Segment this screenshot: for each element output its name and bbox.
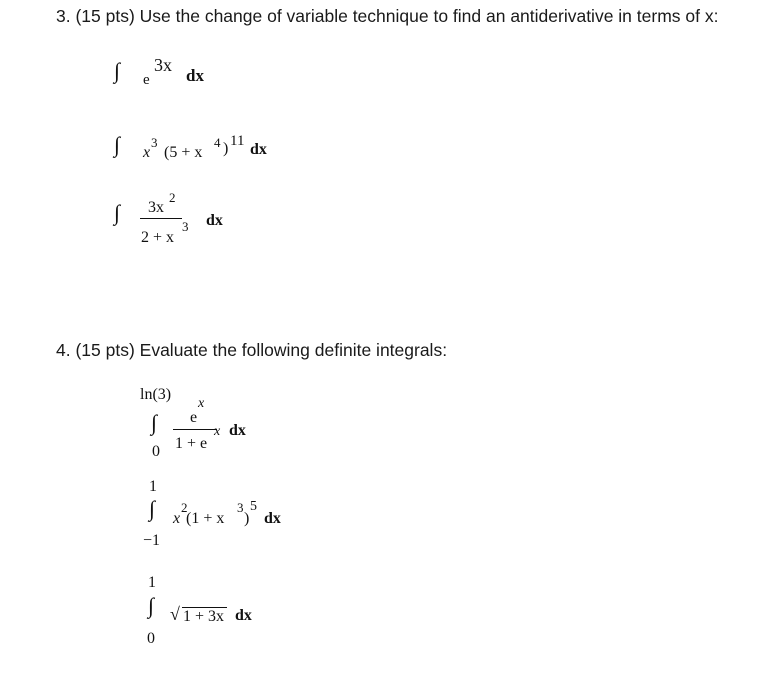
upper-limit: ln(3) — [140, 386, 172, 403]
paren-close: ) — [223, 140, 229, 157]
paren-open: (1 + x — [186, 510, 225, 527]
lower-limit: 0 — [152, 443, 160, 460]
exponent: 3 — [182, 219, 189, 234]
variable-x: x — [143, 144, 151, 161]
dx-label: dx — [229, 422, 246, 439]
dx-label: dx — [186, 66, 204, 85]
lower-limit: −1 — [143, 532, 161, 549]
dx-label: dx — [264, 510, 281, 527]
fraction-numerator: 3x — [148, 199, 164, 216]
exp-base: e — [143, 72, 150, 88]
variable-x: x — [173, 510, 181, 527]
paren-close: ) — [244, 510, 250, 527]
lower-limit: 0 — [147, 630, 155, 647]
integral-sign: ∫ — [151, 410, 158, 435]
exponent: 3 — [151, 135, 158, 150]
exponent: 3x — [154, 55, 172, 75]
fraction-numerator: e — [190, 409, 198, 426]
upper-limit: 1 — [148, 574, 156, 591]
dx-label: dx — [206, 212, 223, 229]
exponent: x — [214, 424, 221, 439]
exponent: 4 — [214, 135, 221, 150]
radicand: 1 + 3x — [183, 608, 225, 625]
question-3-heading: 3. (15 pts) Use the change of variable technique to find an antiderivative in terms of x: — [56, 6, 719, 26]
exponent: 2 — [181, 500, 188, 515]
fraction-bar — [140, 218, 182, 219]
fraction-denominator: 2 + x — [141, 229, 175, 246]
question-4-heading: 4. (15 pts) Evaluate the following definite integrals: — [56, 340, 448, 360]
upper-limit: 1 — [149, 478, 157, 495]
integral-sign: ∫ — [148, 593, 155, 618]
integral-sign: ∫ — [114, 132, 121, 157]
fraction-denominator: 1 + e — [175, 435, 208, 452]
integral-sign: ∫ — [114, 200, 121, 225]
exponent: x — [198, 396, 205, 411]
dx-label: dx — [250, 141, 267, 158]
exponent: 2 — [169, 190, 176, 205]
integral-sign: ∫ — [114, 58, 121, 83]
integral-sign: ∫ — [149, 496, 156, 521]
dx-label: dx — [235, 607, 252, 624]
exponent: 3 — [237, 500, 244, 515]
paren-open: (5 + x — [164, 144, 203, 161]
radical-sign: √ — [170, 604, 180, 624]
exponent: 5 — [250, 499, 257, 514]
exponent: 11 — [230, 133, 245, 149]
fraction-bar — [173, 429, 217, 430]
